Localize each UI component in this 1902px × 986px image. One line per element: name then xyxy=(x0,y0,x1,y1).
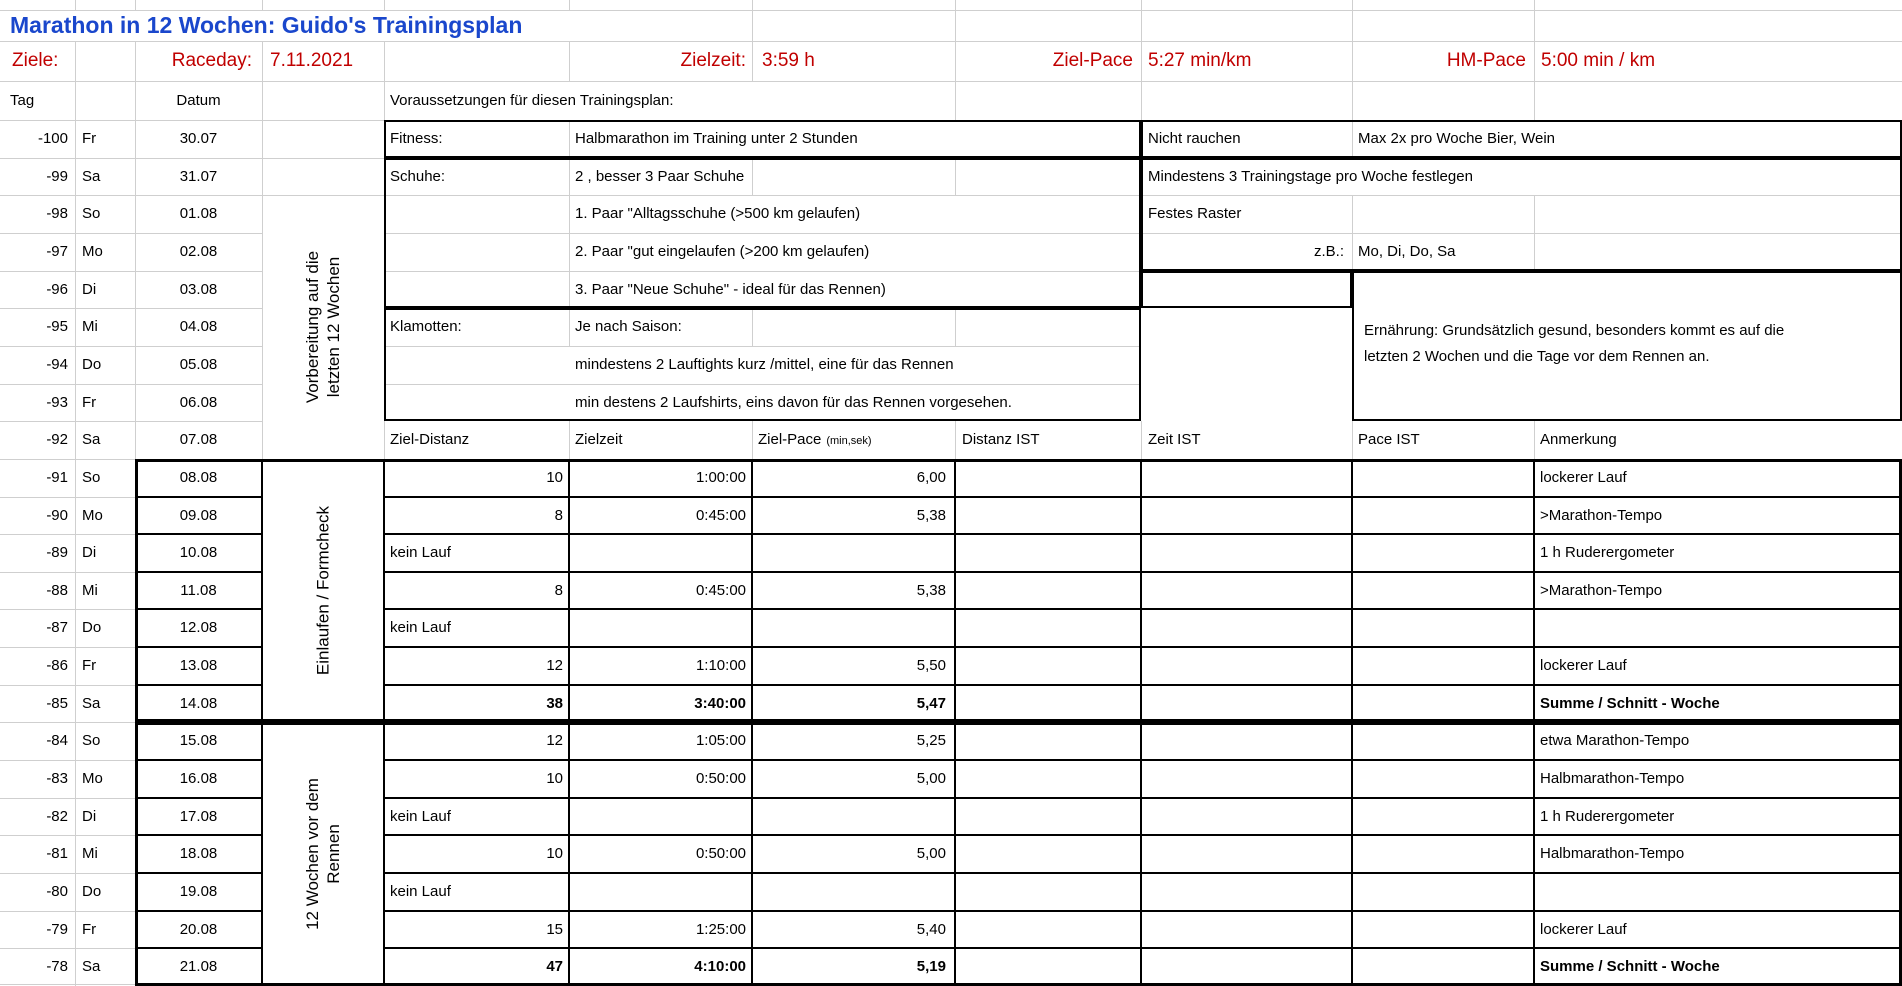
plan-header-distanz-ist[interactable]: Distanz IST xyxy=(962,431,1040,448)
plan-header-ziel-distanz[interactable]: Ziel-Distanz xyxy=(390,431,470,448)
cell-day-number[interactable]: -86 xyxy=(46,657,68,674)
cell-date[interactable]: 21.08 xyxy=(179,958,218,975)
cell-day-number[interactable]: -80 xyxy=(46,883,68,900)
gridline xyxy=(384,421,385,459)
cell-date[interactable]: 14.08 xyxy=(179,695,218,712)
cell-anmerkung[interactable]: lockerer Lauf xyxy=(1540,657,1627,674)
cell-zielzeit[interactable]: 3:40:00 xyxy=(694,695,746,712)
cell-date[interactable]: 31.07 xyxy=(179,168,218,185)
cell-day-number[interactable]: -97 xyxy=(46,243,68,260)
cell-weekday[interactable]: Fr xyxy=(82,394,97,411)
cell-ziel-pace[interactable]: 5,00 xyxy=(916,845,946,862)
cell-ziel-pace[interactable]: 5,38 xyxy=(916,507,946,524)
cell-klamotten-item-1[interactable]: mindestens 2 Lauftights kurz /mittel, eine für das Rennen xyxy=(575,356,954,373)
cell-weekday[interactable]: So xyxy=(82,732,101,749)
gridline xyxy=(955,421,956,459)
cell-anmerkung[interactable]: 1 h Ruderergometer xyxy=(1540,544,1675,561)
cell-weekday[interactable]: Sa xyxy=(82,958,101,975)
cell-day-number[interactable]: -94 xyxy=(46,356,68,373)
cell-date[interactable]: 02.08 xyxy=(179,243,218,260)
block-divider xyxy=(1533,459,1535,986)
cell-day-number[interactable]: -87 xyxy=(46,619,68,636)
gridline xyxy=(752,0,753,81)
goal-hmpace-value[interactable]: 5:00 min / km xyxy=(1541,50,1656,71)
gridline xyxy=(384,41,385,120)
cell-schuhe[interactable]: 2 , besser 3 Paar Schuhe xyxy=(575,168,745,185)
cell-day-number[interactable]: -85 xyxy=(46,695,68,712)
cell-anmerkung[interactable]: lockerer Lauf xyxy=(1540,469,1627,486)
cell-day-number[interactable]: -78 xyxy=(46,958,68,975)
gridline xyxy=(1534,421,1535,459)
cell-ziel-distanz[interactable]: 8 xyxy=(554,507,563,524)
cell-nicht-rauchen[interactable]: Nicht rauchen xyxy=(1148,130,1241,147)
cell-ziel-distanz[interactable]: kein Lauf xyxy=(390,808,451,825)
gridline xyxy=(1352,421,1353,459)
plan-header-ziel-pace-text: Ziel-Pace xyxy=(758,431,822,448)
phase-label-line: 12 Wochen vor dem xyxy=(303,778,322,930)
cell-ziel-distanz[interactable]: kein Lauf xyxy=(390,544,451,561)
cell-weekday[interactable]: Sa xyxy=(82,168,101,185)
cell-weekday[interactable]: Fr xyxy=(82,921,97,938)
cell-ziel-distanz[interactable]: 12 xyxy=(546,657,563,674)
cell-weekday[interactable]: Mi xyxy=(82,582,98,599)
ernaehrung-line: letzten 2 Wochen und die Tage vor dem Rennen an. xyxy=(1364,348,1710,365)
cell-day-number[interactable]: -79 xyxy=(46,921,68,938)
goal-zielpace-value[interactable]: 5:27 min/km xyxy=(1148,50,1252,71)
cell-anmerkung[interactable]: >Marathon-Tempo xyxy=(1540,582,1663,599)
gridline xyxy=(955,158,956,195)
cell-ziel-distanz[interactable]: 10 xyxy=(546,770,563,787)
cell-anmerkung[interactable]: Summe / Schnitt - Woche xyxy=(1540,958,1720,975)
gridline xyxy=(0,195,1902,196)
cell-ziel-pace[interactable]: 5,19 xyxy=(916,958,946,975)
cell-weekday[interactable]: Di xyxy=(82,281,97,298)
cell-ziel-distanz[interactable]: kein Lauf xyxy=(390,883,451,900)
goal-raceday-value[interactable]: 7.11.2021 xyxy=(270,50,354,71)
cell-fitness-label[interactable]: Fitness: xyxy=(390,130,443,147)
cell-date[interactable]: 06.08 xyxy=(179,394,218,411)
cell-zielzeit[interactable]: 1:10:00 xyxy=(695,657,746,674)
gridline xyxy=(752,158,753,195)
cell-festes-raster[interactable]: Festes Raster xyxy=(1148,205,1242,222)
cell-weekday[interactable]: Fr xyxy=(82,657,97,674)
cell-date[interactable]: 12.08 xyxy=(179,619,218,636)
gridline xyxy=(75,0,76,10)
cell-fitness[interactable]: Halbmarathon im Training unter 2 Stunden xyxy=(575,130,858,147)
cell-ziel-distanz[interactable]: 12 xyxy=(546,732,563,749)
gridline xyxy=(955,308,956,346)
cell-day-number[interactable]: -81 xyxy=(46,845,68,862)
goal-zielzeit-value[interactable]: 3:59 h xyxy=(762,50,815,71)
cell-ziel-pace[interactable]: 6,00 xyxy=(916,469,946,486)
phase-label[interactable] xyxy=(302,197,344,457)
cell-zielzeit[interactable]: 4:10:00 xyxy=(694,958,746,975)
cell-date[interactable]: 15.08 xyxy=(179,732,218,749)
cell-weekday[interactable]: Do xyxy=(82,883,102,900)
cell-weekday[interactable]: Mi xyxy=(82,318,98,335)
cell-zielzeit[interactable]: 1:05:00 xyxy=(695,732,746,749)
cell-day-number[interactable]: -98 xyxy=(46,205,68,222)
cell-day-number[interactable]: -82 xyxy=(46,808,68,825)
gridline xyxy=(135,0,136,10)
cell-weekday[interactable]: Do xyxy=(82,619,102,636)
gridline xyxy=(752,308,753,346)
cell-day-number[interactable]: -91 xyxy=(46,469,68,486)
phase-label[interactable] xyxy=(302,724,344,984)
cell-ziel-pace[interactable]: 5,38 xyxy=(916,582,946,599)
cell-zielzeit[interactable]: 0:45:00 xyxy=(695,507,746,524)
cell-day-number[interactable]: -96 xyxy=(46,281,68,298)
cell-date[interactable]: 16.08 xyxy=(179,770,218,787)
cell-date[interactable]: 20.08 xyxy=(179,921,218,938)
cell-weekday[interactable]: So xyxy=(82,205,101,222)
cell-weekday[interactable]: Mi xyxy=(82,845,98,862)
cell-date[interactable]: 18.08 xyxy=(179,845,218,862)
cell-weekday[interactable]: Do xyxy=(82,356,102,373)
gridline xyxy=(1534,0,1535,120)
cell-date[interactable]: 11.08 xyxy=(180,582,217,599)
cell-ziel-distanz[interactable]: 10 xyxy=(546,845,563,862)
goal-zielzeit-label[interactable]: Zielzeit: xyxy=(680,50,746,71)
plan-header-ziel-pace-unit: (min,sek) xyxy=(826,435,872,447)
cell-weekday[interactable]: Mo xyxy=(82,507,103,524)
cell-date[interactable]: 30.07 xyxy=(179,130,218,147)
cell-anmerkung[interactable]: Summe / Schnitt - Woche xyxy=(1540,695,1720,712)
goal-raceday-label[interactable]: Raceday: xyxy=(171,50,252,71)
phase-label-line: Vorbereitung auf die xyxy=(303,250,322,404)
block-divider xyxy=(1351,459,1353,986)
cell-ziel-pace[interactable]: 5,47 xyxy=(916,695,946,712)
cell-zielzeit[interactable]: 1:00:00 xyxy=(695,469,746,486)
cell-anmerkung[interactable]: lockerer Lauf xyxy=(1540,921,1627,938)
cell-weekday[interactable]: So xyxy=(82,469,101,486)
cell-date[interactable]: 10.08 xyxy=(179,544,218,561)
cell-ziel-pace[interactable]: 5,25 xyxy=(916,732,946,749)
ernaehrung-line: Ernährung: Grundsätzlich gesund, besonders kommt es auf die xyxy=(1364,322,1785,339)
cell-ziel-distanz[interactable]: kein Lauf xyxy=(390,619,451,636)
cell-weekday[interactable]: Sa xyxy=(82,431,101,448)
cell-day-number[interactable]: -100 xyxy=(37,130,68,147)
goal-ziele-label[interactable]: Ziele: xyxy=(12,50,59,71)
gridline xyxy=(1141,0,1142,120)
gridline xyxy=(1534,195,1535,271)
cell-weekday[interactable]: Fr xyxy=(82,130,97,147)
cell-day-number[interactable]: -95 xyxy=(46,318,68,335)
cell-zielzeit[interactable]: 0:45:00 xyxy=(695,582,746,599)
phase-label-line: Rennen xyxy=(324,824,343,884)
cell-bier[interactable]: Max 2x pro Woche Bier, Wein xyxy=(1358,130,1556,147)
block-divider xyxy=(1140,459,1142,986)
cell-anmerkung[interactable]: Halbmarathon-Tempo xyxy=(1540,845,1685,862)
gridline xyxy=(1352,195,1353,271)
cell-day-number[interactable]: -92 xyxy=(46,431,68,448)
cell-anmerkung[interactable]: >Marathon-Tempo xyxy=(1540,507,1663,524)
cell-ernaehrung[interactable] xyxy=(1364,318,1784,370)
cell-day-number[interactable]: -88 xyxy=(46,582,68,599)
cell-date[interactable]: 07.08 xyxy=(179,431,218,448)
cell-klamotten-label[interactable]: Klamotten: xyxy=(390,318,462,335)
cell-ziel-distanz[interactable]: 8 xyxy=(554,582,563,599)
cell-date[interactable]: 13.08 xyxy=(179,657,218,674)
cell-date[interactable]: 17.08 xyxy=(179,808,218,825)
col-header-tag[interactable]: Tag xyxy=(10,92,35,109)
cell-date[interactable]: 05.08 xyxy=(179,356,218,373)
plan-header-anmerkung[interactable]: Anmerkung xyxy=(1540,431,1617,448)
cell-weekday[interactable]: Mo xyxy=(82,770,103,787)
cell-weekday[interactable]: Di xyxy=(82,808,97,825)
goal-zielpace-label[interactable]: Ziel-Pace xyxy=(1052,50,1133,71)
cell-weekday[interactable]: Di xyxy=(82,544,97,561)
cell-klamotten-item-2[interactable]: min destens 2 Laufshirts, eins davon für das Rennen vorgesehen. xyxy=(575,394,1012,411)
cell-zielzeit[interactable]: 0:50:00 xyxy=(695,770,746,787)
gridline xyxy=(384,0,385,10)
cell-ziel-pace[interactable]: 5,00 xyxy=(916,770,946,787)
cell-day-number[interactable]: -89 xyxy=(46,544,68,561)
cell-ziel-distanz[interactable]: 38 xyxy=(546,695,563,712)
cell-schuhe-label[interactable]: Schuhe: xyxy=(390,168,446,185)
cell-anmerkung[interactable]: etwa Marathon-Tempo xyxy=(1540,732,1690,749)
phase-label[interactable] xyxy=(313,461,334,721)
cell-day-number[interactable]: -93 xyxy=(46,394,68,411)
gridline xyxy=(752,421,753,459)
cell-schuhe-item-3[interactable]: 3. Paar "Neue Schuhe" - ideal für das Rennen) xyxy=(575,281,886,298)
cell-date[interactable]: 03.08 xyxy=(179,281,218,298)
phase-label-line: letzten 12 Wochen xyxy=(324,256,343,398)
cell-ziel-distanz[interactable]: 15 xyxy=(546,921,563,938)
block-divider xyxy=(954,459,956,986)
plan-header-ziel-pace[interactable] xyxy=(758,421,872,459)
gridline xyxy=(1141,421,1142,459)
cell-zb[interactable]: Mo, Di, Do, Sa xyxy=(1358,243,1456,260)
cell-anmerkung[interactable]: Halbmarathon-Tempo xyxy=(1540,770,1685,787)
plan-header-zeit-ist[interactable]: Zeit IST xyxy=(1148,431,1201,448)
cell-date[interactable]: 19.08 xyxy=(179,883,218,900)
cell-trainingstage[interactable]: Mindestens 3 Trainingstage pro Woche festlegen xyxy=(1148,168,1473,185)
cell-date[interactable]: 04.08 xyxy=(179,318,218,335)
cell-zb-label[interactable]: z.B.: xyxy=(1313,243,1344,260)
gridline xyxy=(75,41,76,986)
phase-label-line: Einlaufen / Formcheck xyxy=(313,505,333,676)
cell-date[interactable]: 09.08 xyxy=(179,507,218,524)
cell-ziel-distanz[interactable]: 10 xyxy=(546,469,563,486)
cell-ziel-pace[interactable]: 5,50 xyxy=(916,657,946,674)
cell-day-number[interactable]: -90 xyxy=(46,507,68,524)
gridline xyxy=(569,0,570,10)
cell-weekday[interactable]: Sa xyxy=(82,695,101,712)
cell-ziel-pace[interactable]: 5,40 xyxy=(916,921,946,938)
gridline xyxy=(262,0,263,10)
cell-day-number[interactable]: -99 xyxy=(46,168,68,185)
goal-hmpace-label[interactable]: HM-Pace xyxy=(1446,50,1526,71)
cell-klamotten[interactable]: Je nach Saison: xyxy=(575,318,682,335)
cell-date[interactable]: 08.08 xyxy=(179,469,218,486)
cell-weekday[interactable]: Mo xyxy=(82,243,103,260)
gridline xyxy=(262,41,263,459)
col-header-datum[interactable]: Datum xyxy=(176,92,221,109)
cell-zielzeit[interactable]: 1:25:00 xyxy=(695,921,746,938)
cell-zielzeit[interactable]: 0:50:00 xyxy=(695,845,746,862)
plan-header-zielzeit[interactable]: Zielzeit xyxy=(575,431,623,448)
gridline xyxy=(0,81,1902,82)
cell-ziel-distanz[interactable]: 47 xyxy=(546,958,563,975)
cell-day-number[interactable]: -83 xyxy=(46,770,68,787)
cell-anmerkung[interactable]: 1 h Ruderergometer xyxy=(1540,808,1675,825)
gridline xyxy=(569,421,570,459)
col-header-voraussetzungen[interactable]: Voraussetzungen für diesen Trainingsplan: xyxy=(390,92,674,109)
plan-header-pace-ist[interactable]: Pace IST xyxy=(1358,431,1420,448)
cell-schuhe-item-2[interactable]: 2. Paar "gut eingelaufen (>200 km gelaufen) xyxy=(575,243,870,260)
empty-box xyxy=(1141,271,1352,308)
page-title[interactable]: Marathon in 12 Wochen: Guido's Trainingsplan xyxy=(10,12,523,38)
gridline xyxy=(569,120,570,346)
cell-date[interactable]: 01.08 xyxy=(179,205,218,222)
cell-schuhe-item-1[interactable]: 1. Paar "Alltagsschuhe (>500 km gelaufen) xyxy=(575,205,861,222)
cell-day-number[interactable]: -84 xyxy=(46,732,68,749)
